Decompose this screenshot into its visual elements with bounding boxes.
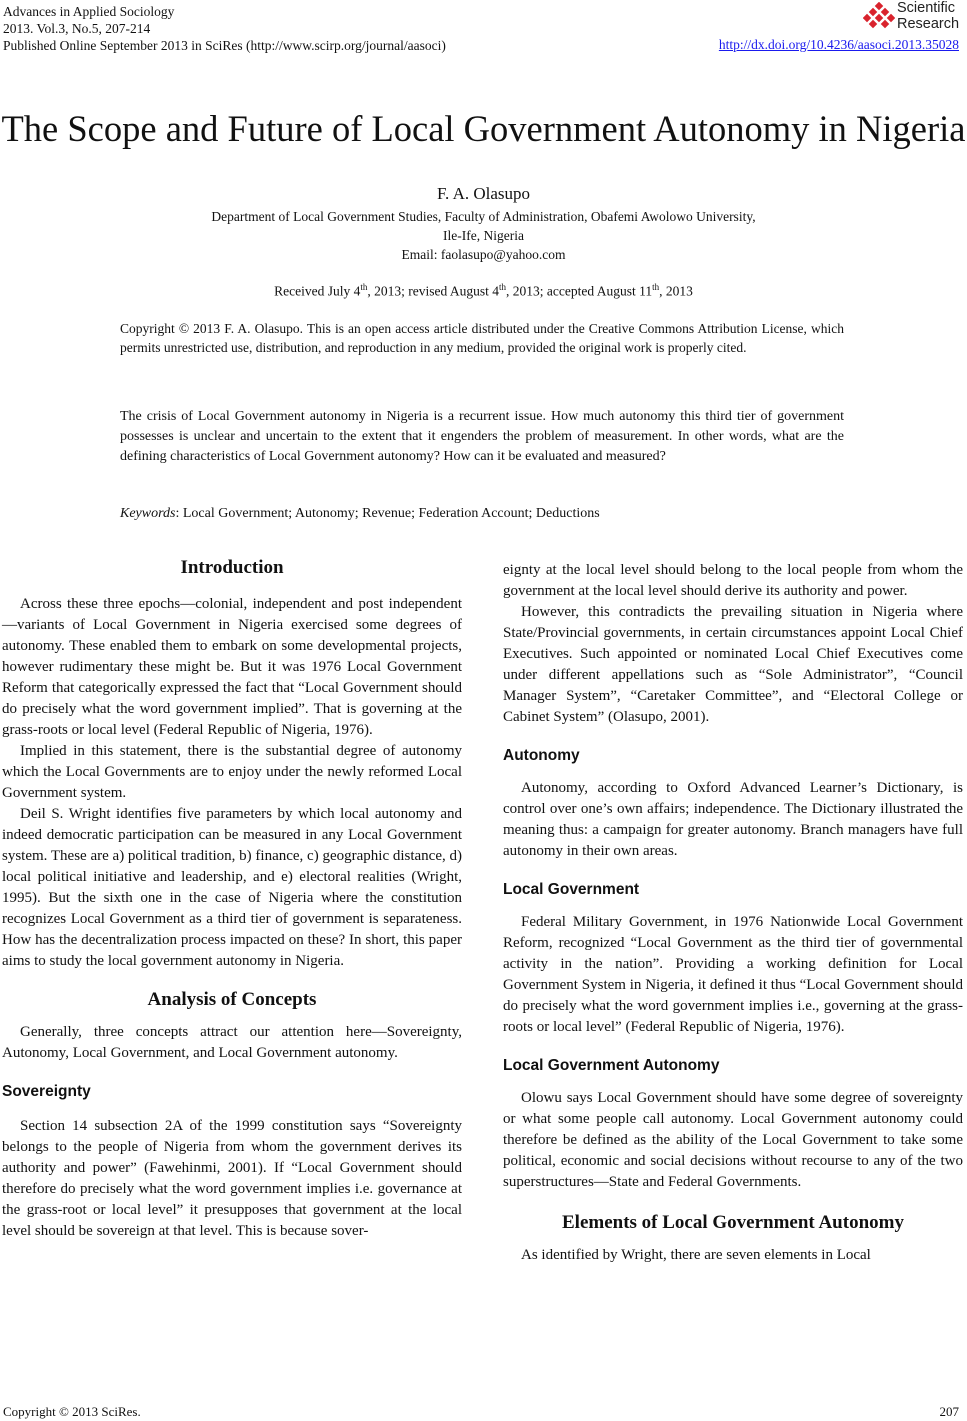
paragraph: However, this contradicts the prevailing situation in Nigeria where State/Provincial governments, in certain circumstances appoint Local Chief Executives. Such appointed or nominated Local Chief Executives come under different appellations such as “Sole Administrator”, “Council Manager System”, “Caretaker Committee”, and “Electoral College or Cabinet System” (Olasupo, 2001). (503, 604, 963, 725)
keywords (120, 506, 844, 522)
logo-mark-icon (863, 2, 895, 32)
subsection-heading-sovereignty: Sovereignty (2, 1083, 91, 1100)
section-heading-elements: Elements of Local Government Autonomy (562, 1212, 904, 1233)
keywords-text: : Local Government; Autonomy; Revenue; Federation Account; Deductions (175, 506, 600, 521)
footer-copyright: Copyright © 2013 SciRes. (3, 1404, 141, 1419)
section-heading-analysis: Analysis of Concepts (147, 989, 317, 1010)
paragraph: Federal Military Government, in 1976 Nationwide Local Government Reform, recognized “Local Government as the third tier of governmental activity in the nation”. Providing a working definition for Local Government System in Nigeria, it defined it thus “Local Government should do precisely what the word government implies i.e., governing at the grass-roots or local level” (Federal Republic of Nigeria, 1976). (503, 914, 963, 1035)
paragraph: Autonomy, according to Oxford Advanced Learner’s Dictionary, is control over one’s own affairs; independence. The Dictionary illustrated the meaning thus: a campaign for greater autonomy. Branch managers have full autonomy in their own areas. (503, 780, 963, 859)
paragraph: Section 14 subsection 2A of the 1999 constitution says “Sovereignty belongs to the people of Nigeria from whom the government derives its authority and power” (Fawehinmi, 2001). If “Local Government should therefore do precisely what the word government implies i.e. governance at the grass-root or local level” it presupposes that government at the local level should be sovereign at that level. This is because sover- (2, 1118, 462, 1239)
author-name: F. A. Olasupo (436, 184, 531, 203)
paragraph: Across these three epochs—colonial, independent and post independent—variants of Local Government in Nigeria exercised some degrees of autonomy. These enabled them to embark on some developmental projects, however rudimentary these might be. But it was 1976 Local Government Reform that categorically expressed the fact that “Local Government should do precisely what the word government implied”. That is governing at the grass-roots or local level (Federal Republic of Nigeria, 1976). (2, 596, 462, 738)
copyright-notice: Copyright © 2013 F. A. Olasupo. This is an open access article distributed under the Creative Commons Attribution License, which permits unrestricted use, distribution, and reproduction in any medium, provided the original work is properly cited. (120, 321, 844, 355)
subsection-heading-autonomy: Autonomy (503, 747, 580, 764)
section-heading-introduction: Introduction (180, 557, 284, 578)
paragraph: eignty at the local level should belong to the local people from whom the government at the local level should derive its authority and power. (503, 562, 963, 599)
logo-text: Scientific Research (897, 0, 960, 32)
doi-link[interactable]: http://dx.doi.org/10.4236/aasoci.2013.35028 (718, 37, 959, 52)
published-line: Published Online September 2013 in SciRes (http://www.scirp.org/journal/aasoci) (3, 38, 446, 53)
page-number: 207 (939, 1404, 959, 1419)
subsection-heading-local-government: Local Government (503, 881, 640, 898)
affiliation: Department of Local Government Studies, Faculty of Administration, Obafemi Awolowo University, Ile-Ife, Nigeria Email: faolasupo@yahoo.com (0, 207, 967, 264)
right-column (503, 560, 963, 1266)
article-dates: Received July 4th, 2013; revised August 4th, 2013; accepted August 11th, 2013 (274, 282, 693, 299)
author-email: Email: faolasupo@yahoo.com (401, 247, 566, 262)
running-header (3, 3, 446, 54)
paragraph: As identified by Wright, there are seven elements in Local (521, 1247, 871, 1263)
paragraph: Olowu says Local Government should have some degree of sovereignty or what some people call autonomy. Local Government autonomy could therefore be defined as the ability of the Local Government to take some political, economic and social decisions without recourse to any of the two superstructures—State and Federal Governments. (503, 1090, 963, 1190)
journal-name: Advances in Applied Sociology (3, 4, 175, 19)
journal-volume: 2013. Vol.3, No.5, 207-214 (3, 21, 151, 36)
publisher-logo (863, 0, 965, 36)
abstract: The crisis of Local Government autonomy in Nigeria is a recurrent issue. How much autonomy this third tier of government possesses is unclear and uncertain to the extent that it engenders the problem of measurement. In other words, what are the defining characteristics of Local Government autonomy? How can it be evaluated and measured? (120, 409, 844, 464)
subsection-heading-lg-autonomy: Local Government Autonomy (503, 1057, 720, 1074)
paper-title: The Scope and Future of Local Government Autonomy in Nigeria (1, 108, 966, 149)
paragraph: Implied in this statement, there is the substantial degree of autonomy which the Local Governments are to enjoy under the newly reformed Local Government system. (2, 743, 462, 801)
paragraph: Generally, three concepts attract our attention here—Sovereignty, Autonomy, Local Government, and Local Government autonomy. (2, 1024, 462, 1061)
paragraph: Deil S. Wright identifies five parameters by which local autonomy and indeed democratic participation can be measured in any Local Government system. These are a) political tradition, b) finance, c) geographic distance, d) local political initiative and leadership, and e) electoral realities (Wright, 1995). But the sixth one in the case of Nigeria where the constitution recognizes Local Government as a third tier of government is separateness. How has the decentralization process impacted on these? In short, this paper aims to study the local government autonomy in Nigeria. (2, 806, 462, 969)
left-column (2, 556, 462, 1242)
keywords-label: Keywords (120, 506, 176, 521)
